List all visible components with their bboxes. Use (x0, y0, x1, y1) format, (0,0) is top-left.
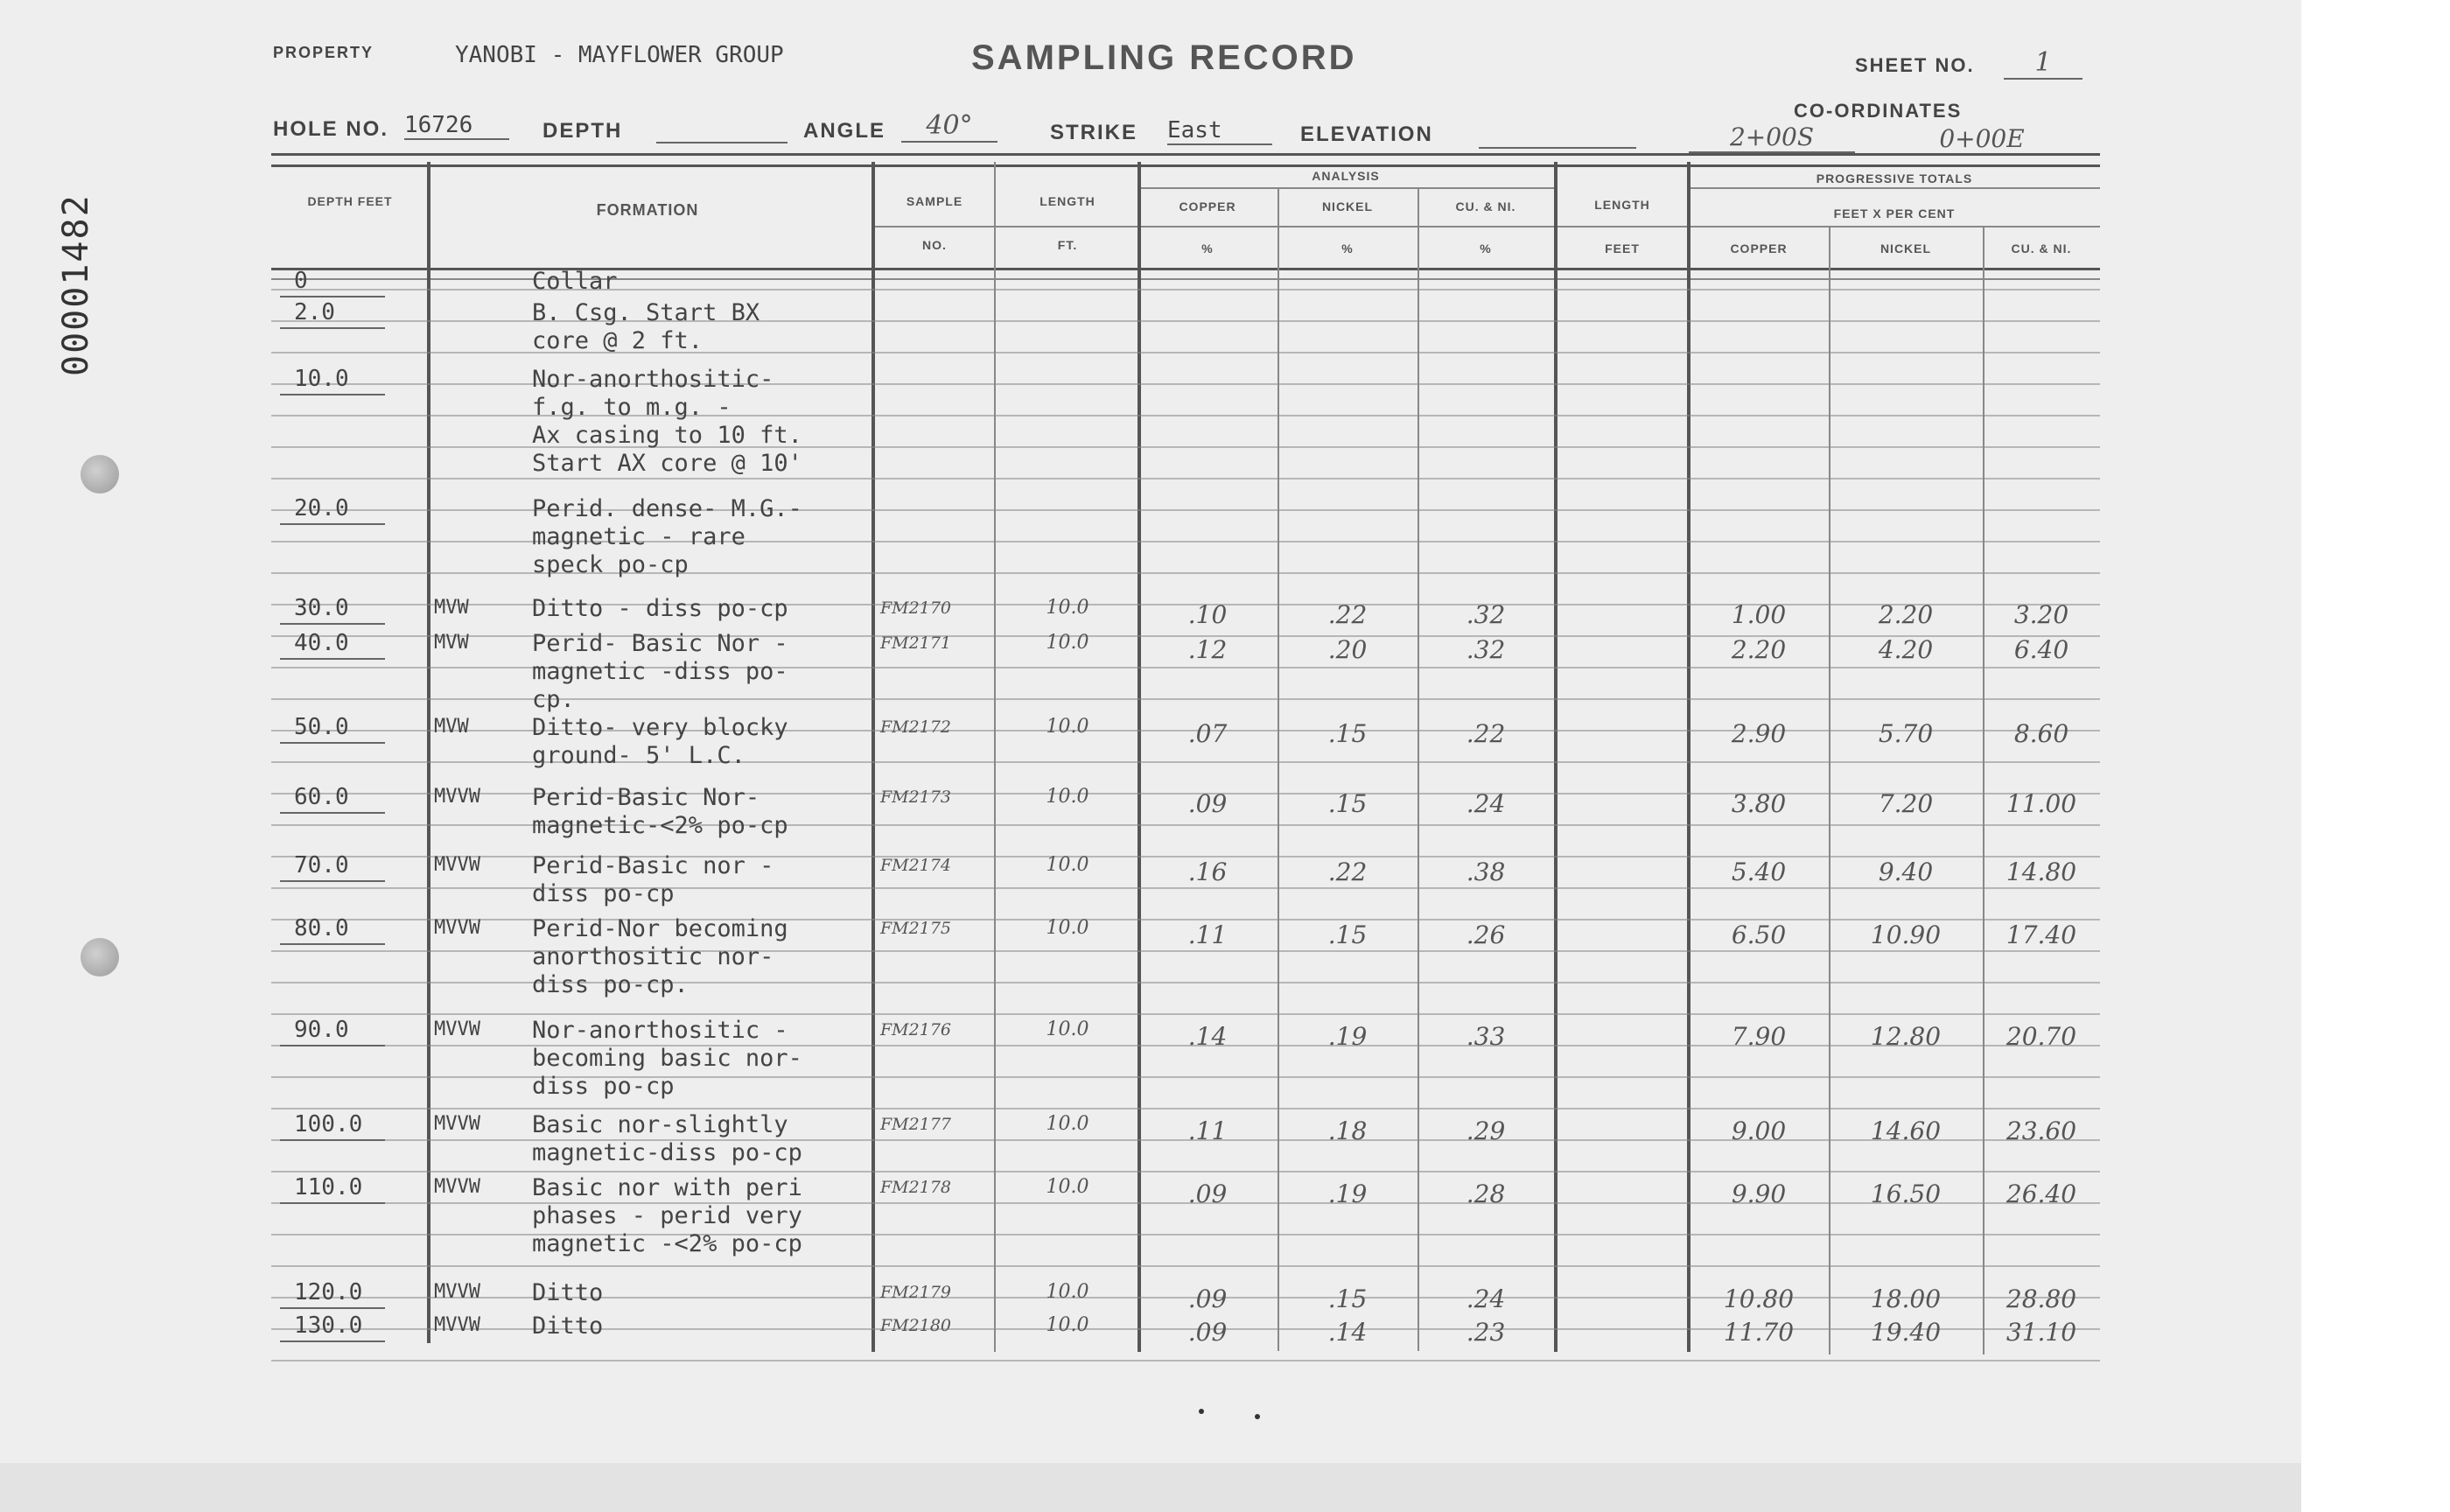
value-pcuni: 26.40 (2006, 1180, 2077, 1208)
formation-line: Ditto - diss po-cp (532, 595, 788, 622)
formation-line: Start AX core @ 10' (532, 450, 802, 477)
col-divider-length2 (1687, 162, 1690, 1352)
hole-label: HOLE NO. (273, 117, 389, 141)
value-cuni: .32 (1466, 635, 1506, 664)
value-cuni: .23 (1466, 1318, 1506, 1347)
strike-label: STRIKE (1050, 121, 1138, 144)
row-rule (271, 478, 2100, 480)
col-head-p-copper: COPPER (1730, 242, 1788, 256)
col-head-nickel: NICKEL (1321, 200, 1374, 214)
formation-line: Perid. dense- M.G.- (532, 495, 802, 522)
formation-line: anorthositic nor- (532, 943, 774, 970)
property-value: YANOBI - MAYFLOWER GROUP (455, 42, 784, 68)
col-head-cuni: CU. & NI. (1455, 200, 1516, 214)
depth-underline (280, 623, 385, 625)
formation-line: diss po-cp. (532, 971, 689, 998)
rock-code: MVVW (434, 1176, 480, 1198)
depth-underline (280, 943, 385, 945)
formation-line: magnetic -<2% po-cp (532, 1230, 802, 1257)
rock-code: MVVW (434, 854, 480, 876)
row-rule (271, 1360, 2100, 1362)
depth-value: 60.0 (294, 784, 349, 810)
coordinates-label: CO-ORDINATES (1794, 100, 1963, 122)
formation-line: magnetic-<2% po-cp (532, 812, 788, 839)
value-cu: .16 (1187, 858, 1228, 886)
value-pcu: 9.90 (1731, 1180, 1787, 1208)
value-pni: 16.50 (1870, 1180, 1942, 1208)
value-pcuni: 8.60 (2013, 719, 2069, 748)
length-value: 10.0 (1046, 917, 1089, 939)
punch-hole-bottom (80, 938, 119, 976)
rock-code: MVVW (434, 1314, 480, 1336)
page-mark (1199, 1409, 1204, 1414)
rock-code: MVVW (434, 1113, 480, 1135)
col-head-copper-pct: % (1201, 242, 1214, 256)
depth-value: 120.0 (294, 1279, 363, 1306)
length-value: 10.0 (1046, 632, 1089, 654)
formation-line: magnetic-diss po-cp (532, 1139, 802, 1166)
page-mark (1255, 1414, 1260, 1419)
col-head-sample-no: NO. (922, 238, 947, 252)
depth-value: 90.0 (294, 1017, 349, 1043)
value-pcuni: 3.20 (2013, 600, 2069, 629)
value-pcuni: 28.80 (2006, 1284, 2077, 1313)
col-divider-length (1138, 162, 1141, 1352)
value-ni: .15 (1327, 1284, 1368, 1313)
rock-code: MVVW (434, 1018, 480, 1040)
depth-underline (280, 394, 385, 396)
col-head-length: LENGTH (1040, 194, 1096, 208)
value-cu: .09 (1187, 1318, 1228, 1347)
depth-underline (280, 296, 385, 298)
value-pcuni: 6.40 (2013, 635, 2069, 664)
depth-value: 50.0 (294, 714, 349, 740)
value-pni: 10.90 (1870, 920, 1942, 949)
value-pcuni: 14.80 (2006, 858, 2077, 886)
value-cuni: .26 (1466, 920, 1506, 949)
value-cuni: .24 (1466, 1284, 1506, 1313)
angle-label: ANGLE (803, 119, 886, 143)
value-pcu: 7.90 (1731, 1022, 1787, 1051)
depth-underline (280, 1307, 385, 1309)
sample-number: FM2171 (880, 634, 951, 653)
col-head-formation: FORMATION (596, 201, 699, 219)
formation-line: Basic nor-slightly (532, 1111, 788, 1138)
value-pni: 7.20 (1878, 789, 1934, 818)
col-head-length2-unit: FEET (1605, 242, 1640, 256)
side-document-number: 00001482 (56, 193, 96, 376)
table-top-rule-2 (271, 164, 2100, 167)
progressive-rule (1689, 187, 2100, 189)
length-value: 10.0 (1046, 1113, 1089, 1135)
row-rule (271, 1265, 2100, 1267)
value-pcu: 5.40 (1731, 858, 1787, 886)
formation-line: Collar (532, 268, 618, 295)
rock-code: MVVW (434, 917, 480, 939)
formation-line: diss po-cp (532, 880, 675, 907)
value-pcu: 2.90 (1731, 719, 1787, 748)
value-cu: .11 (1187, 920, 1228, 949)
rock-code: MVVW (434, 786, 480, 808)
depth-value: 100.0 (294, 1111, 363, 1138)
formation-line: becoming basic nor- (532, 1045, 802, 1072)
value-cu: .09 (1187, 1180, 1228, 1208)
col-head-progressive: PROGRESSIVE TOTALS (1816, 172, 1973, 186)
formation-line: cp. (532, 686, 575, 713)
depth-label: DEPTH (542, 119, 623, 143)
col-head-cuni-pct: % (1480, 242, 1492, 256)
formation-line: B. Csg. Start BX (532, 299, 760, 326)
header-mid-rule (875, 226, 2100, 228)
property-label: PROPERTY (273, 44, 374, 61)
length-value: 10.0 (1046, 716, 1089, 738)
formation-line: Nor-anorthositic- (532, 366, 774, 393)
length-value: 10.0 (1046, 786, 1089, 808)
value-cu: .12 (1187, 635, 1228, 664)
value-cuni: .38 (1466, 858, 1506, 886)
depth-value: 20.0 (294, 495, 349, 522)
col-head-depth: DEPTH FEET (307, 194, 393, 208)
page-edge (0, 1463, 2301, 1512)
value-cuni: .24 (1466, 789, 1506, 818)
rock-code: MVW (434, 632, 469, 654)
length-value: 10.0 (1046, 597, 1089, 619)
depth-value: 80.0 (294, 915, 349, 942)
length-value: 10.0 (1046, 1314, 1089, 1336)
depth-value: 40.0 (294, 630, 349, 656)
depth-underline (280, 523, 385, 525)
col-divider-analysis (1554, 162, 1558, 1352)
punch-hole-top (80, 455, 119, 494)
formation-line: speck po-cp (532, 551, 689, 578)
value-cuni: .28 (1466, 1180, 1506, 1208)
value-ni: .15 (1327, 920, 1368, 949)
length-value: 10.0 (1046, 1281, 1089, 1303)
value-cuni: .22 (1466, 719, 1506, 748)
depth-underline (280, 1202, 385, 1204)
col-head-length-unit: FT. (1057, 238, 1078, 252)
value-pcuni: 31.10 (2006, 1318, 2077, 1347)
sample-number: FM2175 (880, 919, 951, 938)
analysis-rule (1138, 187, 1558, 189)
value-cu: .14 (1187, 1022, 1228, 1051)
depth-value: 130.0 (294, 1312, 363, 1339)
depth-underline (280, 880, 385, 882)
col-head-progressive-sub: FEET X PER CENT (1833, 206, 1956, 220)
row-rule (271, 1171, 2100, 1172)
value-pcuni: 17.40 (2006, 920, 2077, 949)
depth-underline (280, 1045, 385, 1046)
formation-line: Perid-Basic Nor- (532, 784, 760, 811)
coordinate-east: 0+00E (1908, 124, 2056, 155)
rock-code: MVW (434, 597, 469, 619)
sample-number: FM2172 (880, 718, 951, 737)
formation-line: Ditto (532, 1312, 604, 1340)
value-pcu: 3.80 (1731, 789, 1787, 818)
table-top-rule (271, 153, 2100, 156)
value-pcu: 9.00 (1731, 1116, 1787, 1145)
sample-number: FM2174 (880, 856, 951, 875)
col-divider-formation (872, 162, 875, 1352)
formation-line: Perid- Basic Nor - (532, 630, 788, 657)
formation-line: core @ 2 ft. (532, 327, 704, 354)
value-pni: 12.80 (1870, 1022, 1942, 1051)
value-cuni: .29 (1466, 1116, 1506, 1145)
col-divider-depth (427, 162, 430, 1343)
value-ni: .18 (1327, 1116, 1368, 1145)
col-divider-copper (1278, 187, 1279, 1351)
value-cu: .10 (1187, 600, 1228, 629)
value-pni: 4.20 (1878, 635, 1934, 664)
value-ni: .19 (1327, 1180, 1368, 1208)
length-value: 10.0 (1046, 854, 1089, 876)
elevation-label: ELEVATION (1300, 122, 1433, 146)
formation-line: ground- 5' L.C. (532, 742, 746, 769)
formation-line: Perid-Nor becoming (532, 915, 788, 942)
value-pcu: 11.70 (1723, 1318, 1795, 1347)
value-ni: .15 (1327, 719, 1368, 748)
value-ni: .20 (1327, 635, 1368, 664)
sample-number: FM2170 (880, 598, 951, 618)
formation-line: Ditto- very blocky (532, 714, 788, 741)
depth-underline (280, 327, 385, 329)
depth-value: 10.0 (294, 366, 349, 392)
value-pni: 2.20 (1878, 600, 1934, 629)
col-head-p-cuni: CU. & NI. (2011, 242, 2072, 256)
value-pcu: 2.20 (1731, 635, 1787, 664)
rock-code: MVW (434, 716, 469, 738)
sample-number: FM2173 (880, 788, 951, 807)
value-cu: .09 (1187, 1284, 1228, 1313)
value-cuni: .32 (1466, 600, 1506, 629)
sample-number: FM2176 (880, 1020, 951, 1040)
col-divider-nickel (1418, 187, 1419, 1351)
col-head-analysis: ANALYSIS (1312, 169, 1380, 183)
formation-line: phases - perid very (532, 1202, 802, 1229)
value-pcu: 1.00 (1731, 600, 1787, 629)
value-pcu: 6.50 (1731, 920, 1787, 949)
value-cu: .07 (1187, 719, 1228, 748)
sample-number: FM2180 (880, 1316, 951, 1335)
sample-number: FM2179 (880, 1283, 951, 1302)
sheet-label: SHEET NO. (1855, 54, 1975, 76)
value-pni: 14.60 (1870, 1116, 1942, 1145)
angle-value: 40° (901, 110, 998, 143)
sheet-value: 1 (2004, 47, 2082, 80)
length-value: 10.0 (1046, 1176, 1089, 1198)
col-head-nickel-pct: % (1341, 242, 1354, 256)
depth-underline (280, 658, 385, 660)
coordinate-north: 2+00S (1689, 122, 1855, 153)
strike-value: East (1167, 117, 1272, 145)
value-ni: .19 (1327, 1022, 1368, 1051)
page-title: SAMPLING RECORD (971, 38, 1357, 77)
value-pcuni: 23.60 (2006, 1116, 2077, 1145)
depth-value: 2.0 (294, 299, 335, 326)
value-pcuni: 20.70 (2006, 1022, 2077, 1051)
formation-line: Ditto (532, 1279, 604, 1306)
col-head-length2: LENGTH (1594, 198, 1650, 212)
depth-underline (280, 1340, 385, 1342)
value-pcuni: 11.00 (2006, 789, 2077, 818)
value-cu: .09 (1187, 789, 1228, 818)
formation-line: Nor-anorthositic - (532, 1017, 788, 1044)
formation-line: magnetic -diss po- (532, 658, 788, 685)
value-cuni: .33 (1466, 1022, 1506, 1051)
hole-value: 16726 (404, 112, 509, 140)
rock-code: MVVW (434, 1281, 480, 1303)
col-head-sample: SAMPLE (906, 194, 963, 208)
depth-value-line (656, 140, 788, 144)
formation-line: magnetic - rare (532, 523, 746, 550)
value-ni: .14 (1327, 1318, 1368, 1347)
value-ni: .15 (1327, 789, 1368, 818)
depth-underline (280, 742, 385, 744)
length-value: 10.0 (1046, 1018, 1089, 1040)
depth-underline (280, 1139, 385, 1141)
depth-value: 0 (294, 268, 308, 294)
value-ni: .22 (1327, 600, 1368, 629)
sample-number: FM2177 (880, 1115, 951, 1134)
formation-line: Basic nor with peri (532, 1174, 802, 1201)
value-pni: 9.40 (1878, 858, 1934, 886)
value-pni: 18.00 (1870, 1284, 1942, 1313)
value-pcu: 10.80 (1723, 1284, 1795, 1313)
col-divider-sample (994, 162, 996, 1352)
formation-line: f.g. to m.g. - (532, 394, 732, 421)
formation-line: Ax casing to 10 ft. (532, 422, 802, 449)
col-head-p-nickel: NICKEL (1880, 242, 1932, 256)
value-ni: .22 (1327, 858, 1368, 886)
value-cu: .11 (1187, 1116, 1228, 1145)
value-pni: 5.70 (1878, 719, 1934, 748)
formation-line: Perid-Basic nor - (532, 852, 774, 879)
col-head-copper: COPPER (1179, 200, 1236, 214)
row-rule (271, 1108, 2100, 1110)
depth-value: 30.0 (294, 595, 349, 621)
formation-line: diss po-cp (532, 1073, 675, 1100)
depth-value: 70.0 (294, 852, 349, 878)
depth-underline (280, 812, 385, 814)
value-pni: 19.40 (1870, 1318, 1942, 1347)
depth-value: 110.0 (294, 1174, 363, 1200)
sample-number: FM2178 (880, 1178, 951, 1197)
elevation-line (1479, 145, 1636, 149)
row-rule (271, 1013, 2100, 1015)
